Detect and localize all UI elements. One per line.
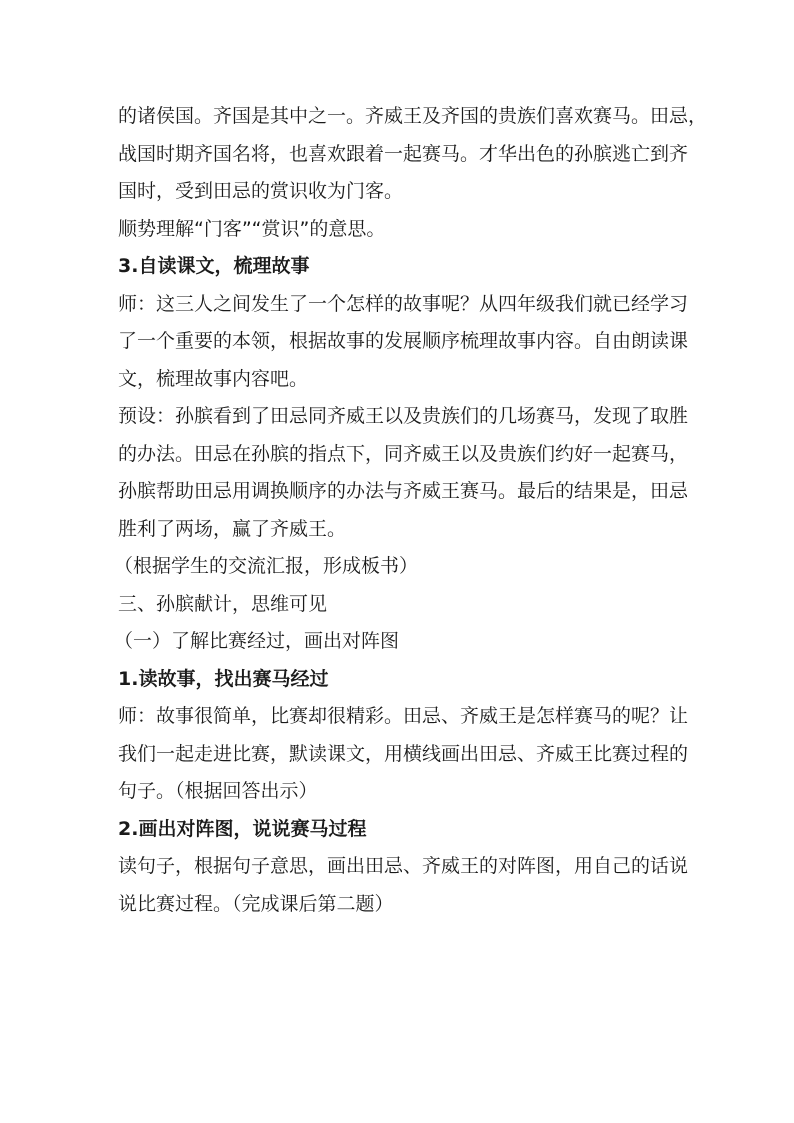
paragraph-line: 读句子，根据句子意思，画出田忌、齐威王的对阵图，用自己的话说	[118, 855, 689, 877]
paragraph-line: 师：这三人之间发生了一个怎样的故事呢？从四年级我们就已经学习	[118, 292, 689, 315]
paragraph-line: 我们一起走进比赛，默读课文，用横线画出田忌、齐威王比赛过程的	[118, 742, 689, 765]
paragraph-line: 的诸侯国。齐国是其中之一。齐威王及齐国的贵族们喜欢赛马。田忌，	[118, 105, 708, 127]
paragraph-line: 师：故事很简单，比赛却很精彩。田忌、齐威王是怎样赛马的呢？让	[118, 705, 689, 727]
paragraph-line: 顺势理解“门客”“赏识”的意思。	[118, 217, 386, 240]
paragraph-line: 预设：孙膑看到了田忌同齐威王以及贵族们的几场赛马，发现了取胜	[118, 405, 689, 427]
paragraph-line: 的办法。田忌在孙膑的指点下，同齐威王以及贵族们约好一起赛马，	[118, 442, 689, 465]
section-heading: 1.读故事，找出赛马经过	[118, 667, 329, 690]
paragraph-line: 文，梳理故事内容吧。	[118, 367, 309, 390]
paragraph-line: 胜利了两场，赢了齐威王。	[118, 517, 347, 540]
paragraph-line: 了一个重要的本领，根据故事的发展顺序梳理故事内容。自由朗读课	[118, 330, 689, 352]
paragraph-line: 国时，受到田忌的赏识收为门客。	[118, 180, 404, 202]
paragraph-line: 句子。（根据回答出示）	[118, 780, 318, 802]
paragraph-line: 战国时期齐国名将，也喜欢跟着一起赛马。才华出色的孙膑逃亡到齐	[118, 142, 689, 165]
paragraph-line: 说比赛过程。（完成课后第二题）	[118, 892, 394, 915]
document-body	[114, 98, 708, 923]
section-heading: 三、孙膑献计，思维可见	[118, 592, 328, 615]
section-heading: 3.自读课文，梳理故事	[118, 255, 310, 277]
paragraph-line: （根据学生的交流汇报，形成板书）	[114, 555, 419, 577]
section-heading: 2.画出对阵图，说说赛马过程	[118, 817, 367, 840]
subsection-heading: （一）了解比赛经过，画出对阵图	[114, 630, 400, 652]
paragraph-line: 孙膑帮助田忌用调换顺序的办法与齐威王赛马。最后的结果是，田忌	[118, 480, 689, 502]
